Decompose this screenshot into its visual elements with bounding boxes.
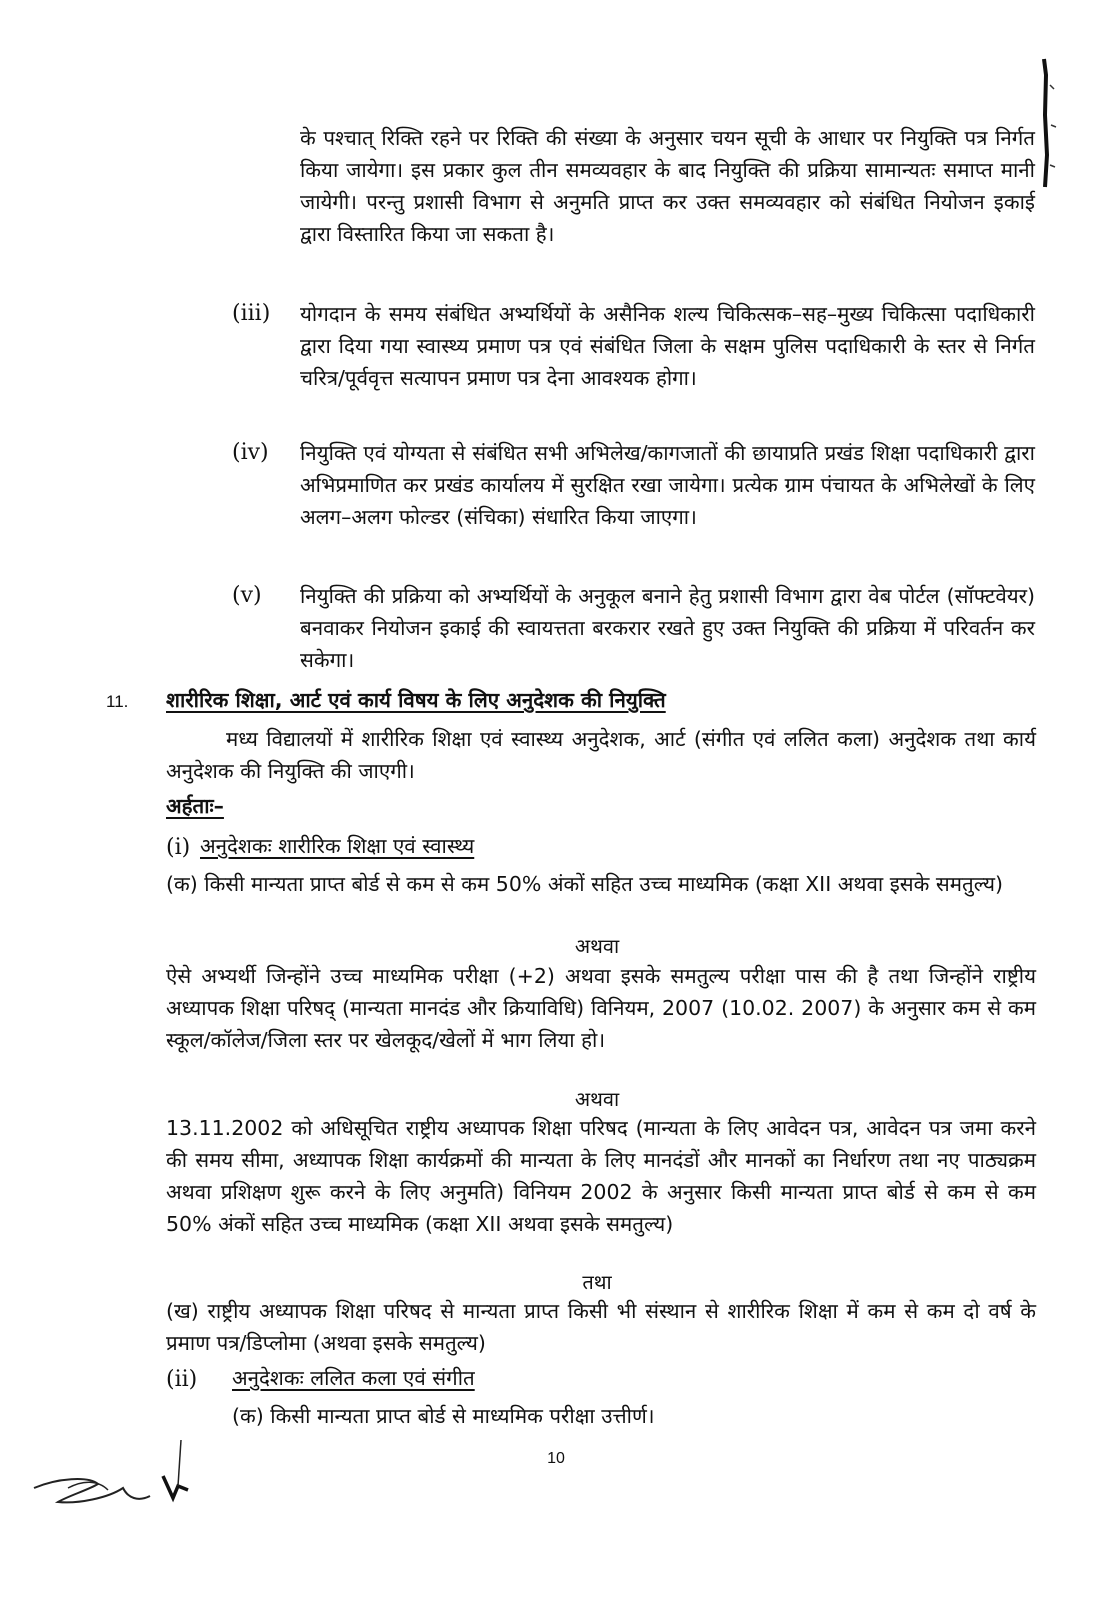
sub1-heading: अनुदेशकः शारीरिक शिक्षा एवं स्वास्थ्य [200, 834, 475, 858]
item-text-iii: योगदान के समय संबंधित अभ्यर्थियों के असैनिक शल्य चिकित्सक–सह–मुख्य चिकित्सा पदाधिकारी द्वारा दिया गया स्वास्थ्य प्रमाण पत्र एवं संबंधित जिला के सक्षम पुलिस पदाधिकारी के स्तर से निर्गत चरित्र/पूर्ववृत्त सत्यापन प्रमाण पत्र देना आवश्यक होगा। [300, 302, 1035, 390]
clause-ka-2: (क) किसी मान्यता प्राप्त बोर्ड से माध्यमिक परीक्षा उत्तीर्ण। [232, 1404, 655, 1428]
item-text-iv: नियुक्ति एवं योग्यता से संबंधित सभी अभिलेख/कागजातों की छायाप्रति प्रखंड शिक्षा पदाधिकारी द्वारा अभिप्रमाणित कर प्रखंड कार्यालय में सुरक्षित रखा जायेगा। प्रत्येक ग्राम पंचायत के अभिलेखों के लिए अलग–अलग फोल्डर (संचिका) संधारित किया जाएगा। [300, 441, 1035, 529]
alternative-1: ऐसे अभ्यर्थी जिन्होंने उच्च माध्यमिक परीक्षा (+2) अथवा इसके समतुल्य परीक्षा पास की है तथा जिन्होंने राष्ट्रीय अध्यापक शिक्षा परिषद् (मान्यता मानदंड और क्रियाविधि) विनियम, 2007 (10.02. 2007) के अनुसार कम से कम स्कूल/कॉलेज/जिला स्तर पर खेलकूद/खेलों में भाग लिया हो। [166, 964, 1036, 1052]
section-heading: शारीरिक शिक्षा, आर्ट एवं कार्य विषय के लिए अनुदेशक की नियुक्ति [166, 688, 666, 712]
item-text-v: नियुक्ति की प्रक्रिया को अभ्यर्थियों के अनुकूल बनाने हेतु प्रशासी विभाग द्वारा वेब पोर्टल (सॉफ्टवेयर) बनवाकर नियोजन इकाई की स्वायत्तता बरकरार रखते हुए उक्त नियुक्ति की प्रक्रिया में परिवर्तन कर सकेगा। [300, 584, 1035, 672]
clause-ka: (क) किसी मान्यता प्राप्त बोर्ड से कम से कम 50% अंकों सहित उच्च माध्यमिक (कक्षा XII अथवा इसके समतुल्य) [166, 872, 1003, 896]
signature-image [28, 1428, 208, 1528]
page-number: 10 [547, 1450, 565, 1467]
section-intro: मध्य विद्यालयों में शारीरिक शिक्षा एवं स्वास्थ्य अनुदेशक, आर्ट (संगीत एवं ललित कला) अनुदेशक तथा कार्य अनुदेशक की नियुक्ति की जाएगी। [166, 727, 1036, 783]
or-separator-2: अथवा [574, 1087, 620, 1111]
sub2-number: (ii) [166, 1367, 198, 1392]
clause-kha: (ख) राष्ट्रीय अध्यापक शिक्षा परिषद से मान्यता प्राप्त किसी भी संस्थान से शारीरिक शिक्षा में कम से कम दो वर्ष के प्रमाण पत्र/डिप्लोमा (अथवा इसके समतुल्य) [166, 1299, 1037, 1355]
scan-edge-mark [1030, 55, 1060, 195]
sub1-number: (i) [166, 835, 191, 860]
or-separator-1: अथवा [574, 934, 620, 958]
section-number: 11. [106, 692, 129, 711]
continued-paragraph: के पश्चात् रिक्ति रहने पर रिक्ति की संख्या के अनुसार चयन सूची के आधार पर नियुक्ति पत्र निर्गत किया जायेगा। इस प्रकार कुल तीन समव्यवहार के बाद नियुक्ति की प्रक्रिया सामान्यतः समाप्त मानी जायेगी। परन्तु प्रशासी विभाग से अनुमति प्राप्त कर उक्त समव्यवहार को संबंधित नियोजन इकाई द्वारा विस्तारित किया जा सकता है। [300, 126, 1035, 246]
item-number-v: (v) [232, 583, 262, 608]
alternative-2: 13.11.2002 को अधिसूचित राष्ट्रीय अध्यापक शिक्षा परिषद (मान्यता के लिए आवेदन पत्र, आवेदन पत्र जमा करने की समय सीमा, अध्यापक शिक्षा कार्यक्रमों की मान्यता के लिए मानदंडों और मानकों का निर्धारण तथा नए पाठ्यक्रम अथवा प्रशिक्षण शुरू करने के लिए अनुमति) विनियम 2002 के अनुसार किसी मान्यता प्राप्त बोर्ड से कम से कम 50% अंकों सहित उच्च माध्यमिक (कक्षा XII अथवा इसके समतुल्य) [166, 1116, 1036, 1236]
item-number-iii: (iii) [232, 301, 271, 326]
sub2-heading: अनुदेशकः ललित कला एवं संगीत [232, 1366, 475, 1390]
item-number-iv: (iv) [232, 440, 269, 465]
and-separator: तथा [582, 1270, 612, 1294]
eligibility-label: अर्हताः– [166, 794, 224, 818]
